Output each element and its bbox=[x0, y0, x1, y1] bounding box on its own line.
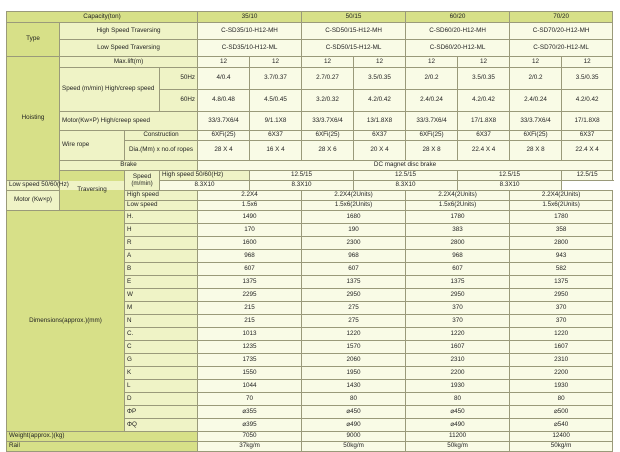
dimension-value: 1220 bbox=[302, 328, 406, 341]
hoist-motor-value: 9/1.1X8 bbox=[250, 112, 302, 131]
hz50-value: 2.7/0.27 bbox=[302, 68, 354, 90]
weight-value: 9000 bbox=[302, 432, 406, 442]
dimension-value: ⌀450 bbox=[406, 406, 510, 419]
trav-ls-value: 8.3X10 bbox=[250, 181, 354, 191]
model-low: C-SD35/10-H12-ML bbox=[198, 40, 302, 57]
trav-ml-value: 1.5x6(2Units) bbox=[406, 201, 510, 211]
model-low: C-SD50/15-H12-ML bbox=[302, 40, 406, 57]
max-lift-value: 12 bbox=[354, 57, 406, 68]
dimension-value: 370 bbox=[510, 302, 613, 315]
dimension-key: C bbox=[125, 341, 198, 354]
trav-motor-label: Motor (Kw×p) bbox=[7, 191, 60, 211]
dimension-value: 1930 bbox=[510, 380, 613, 393]
hoist-motor-value: 33/3.7X6/4 bbox=[406, 112, 458, 131]
dimension-value: ⌀355 bbox=[198, 406, 302, 419]
dia-value: 28 X 4 bbox=[198, 141, 250, 161]
model-low: C-SD70/20-H12-ML bbox=[510, 40, 613, 57]
hz60-value: 4.2/0.42 bbox=[458, 90, 510, 112]
dimension-value: ⌀500 bbox=[510, 406, 613, 419]
traversing-label: Traversing bbox=[60, 171, 125, 211]
model-low: C-SD60/20-H12-ML bbox=[406, 40, 510, 57]
dimension-key: B bbox=[125, 263, 198, 276]
dimension-value: 1780 bbox=[406, 211, 510, 224]
dimension-key: K bbox=[125, 367, 198, 380]
max-lift-value: 12 bbox=[562, 57, 613, 68]
max-lift-value: 12 bbox=[302, 57, 354, 68]
dimension-value: 1044 bbox=[198, 380, 302, 393]
dimension-key: ΦQ bbox=[125, 419, 198, 432]
dia-value: 20 X 4 bbox=[354, 141, 406, 161]
dimension-value: ⌀490 bbox=[406, 419, 510, 432]
hz60-value: 4.8/0.48 bbox=[198, 90, 250, 112]
trav-hs-value: 12.5/15 bbox=[250, 171, 354, 181]
hz60-value: 3.2/0.32 bbox=[302, 90, 354, 112]
model-high: C-SD60/20-H12-MH bbox=[406, 23, 510, 40]
trav-ls-value: 8.3X10 bbox=[354, 181, 458, 191]
hoist-motor-value: 33/3.7X6/4 bbox=[198, 112, 250, 131]
dimension-key: C. bbox=[125, 328, 198, 341]
max-lift-value: 12 bbox=[510, 57, 562, 68]
hz50-value: 3.5/0.35 bbox=[354, 68, 406, 90]
weight-row bbox=[7, 432, 613, 442]
hz50-value: 4/0.4 bbox=[198, 68, 250, 90]
construction-value: 6X37 bbox=[354, 131, 406, 141]
dia-value: 28 X 8 bbox=[510, 141, 562, 161]
hz50-value: 3.7/0.37 bbox=[250, 68, 302, 90]
capacity-label: Capacity(ton) bbox=[7, 12, 198, 23]
dimension-value: 968 bbox=[302, 250, 406, 263]
trav-hs-value: 12.5/15 bbox=[354, 171, 458, 181]
hz60-value: 2.4/0.24 bbox=[510, 90, 562, 112]
trav-ml-label: Low speed bbox=[125, 201, 198, 211]
hz50-label: 50Hz bbox=[160, 68, 198, 90]
construction-value: 6X37 bbox=[562, 131, 613, 141]
trav-hs-value: 12.5/15 bbox=[562, 171, 613, 181]
max-lift-value: 12 bbox=[250, 57, 302, 68]
trav-ml-value: 1.5x6 bbox=[198, 201, 302, 211]
dimension-value: ⌀450 bbox=[302, 406, 406, 419]
dimension-value: 1375 bbox=[302, 276, 406, 289]
dimension-value: 1780 bbox=[510, 211, 613, 224]
brake-value: DC magnet disc brake bbox=[198, 161, 613, 171]
brake-row bbox=[7, 161, 613, 171]
hz50-value: 2/0.2 bbox=[510, 68, 562, 90]
type-high-row bbox=[7, 23, 613, 40]
trav-mh-value: 2.2X4(2Units) bbox=[510, 191, 613, 201]
trav-ml-value: 1.5x6(2Units) bbox=[510, 201, 613, 211]
dia-value: 28 X 6 bbox=[302, 141, 354, 161]
dimension-value: 1680 bbox=[302, 211, 406, 224]
dimension-value: 1220 bbox=[510, 328, 613, 341]
dimension-value: 2800 bbox=[510, 237, 613, 250]
dimension-value: 607 bbox=[302, 263, 406, 276]
dimension-value: 2200 bbox=[510, 367, 613, 380]
trav-ls-label: Low speed 50/60(Hz) bbox=[7, 181, 125, 191]
dimension-key: D bbox=[125, 393, 198, 406]
hoist-motor-label: Motor(Kw×P) High/creep speed bbox=[60, 112, 198, 131]
trav-hs-value: 12.5/15 bbox=[458, 171, 562, 181]
dia-value: 28 X 8 bbox=[406, 141, 458, 161]
dimension-value: 1570 bbox=[302, 341, 406, 354]
construction-value: 6X37 bbox=[250, 131, 302, 141]
dia-value: 22.4 X 4 bbox=[562, 141, 613, 161]
trav-mh-value: 2.2X4 bbox=[198, 191, 302, 201]
capacity-value: 35/10 bbox=[198, 12, 302, 23]
trav-speed-label: Speed (m/min) bbox=[125, 171, 160, 191]
dimension-value: 80 bbox=[510, 393, 613, 406]
dimension-value: 370 bbox=[406, 315, 510, 328]
hz50-value: 2/0.2 bbox=[406, 68, 458, 90]
dimension-value: 370 bbox=[510, 315, 613, 328]
dimension-value: 1220 bbox=[406, 328, 510, 341]
max-lift-label: Max.lift(m) bbox=[60, 57, 198, 68]
dimension-value: 2060 bbox=[302, 354, 406, 367]
dimension-key: R bbox=[125, 237, 198, 250]
trav-ls-value: 8.3X10 bbox=[458, 181, 562, 191]
max-lift-value: 12 bbox=[198, 57, 250, 68]
max-lift-value: 12 bbox=[458, 57, 510, 68]
dimension-value: 607 bbox=[198, 263, 302, 276]
rail-value: 37kg/m bbox=[198, 442, 302, 452]
max-lift-value: 12 bbox=[406, 57, 458, 68]
hoist-motor-row bbox=[7, 112, 613, 131]
dimension-key: G bbox=[125, 354, 198, 367]
dimension-value: 70 bbox=[198, 393, 302, 406]
dimension-value: 1490 bbox=[198, 211, 302, 224]
spec-table bbox=[6, 11, 613, 452]
dimension-value: 1950 bbox=[302, 367, 406, 380]
brake-label: Brake bbox=[60, 161, 198, 171]
dimension-value: 1930 bbox=[406, 380, 510, 393]
dimension-value: 1235 bbox=[198, 341, 302, 354]
rail-value: 50kg/m bbox=[302, 442, 406, 452]
dimension-key: M bbox=[125, 302, 198, 315]
rail-label: Rail bbox=[7, 442, 198, 452]
trav-ml-value: 1.5x6(2Units) bbox=[302, 201, 406, 211]
capacity-value: 70/20 bbox=[510, 12, 613, 23]
weight-value: 12400 bbox=[510, 432, 613, 442]
dimensions-label: Dimensions(approx.)(mm) bbox=[7, 211, 125, 432]
trav-mh-value: 2.2X4(2Units) bbox=[302, 191, 406, 201]
dimension-value: 2200 bbox=[406, 367, 510, 380]
wire-rope-label: Wire rope bbox=[60, 131, 125, 161]
dimension-value: 370 bbox=[406, 302, 510, 315]
hoist-motor-value: 33/3.7X6/4 bbox=[510, 112, 562, 131]
rail-value: 50kg/m bbox=[406, 442, 510, 452]
trav-ls-value: 8.3X10 bbox=[160, 181, 250, 191]
trav-mh-value: 2.2X4(2Units) bbox=[406, 191, 510, 201]
dimension-key: N bbox=[125, 315, 198, 328]
dimension-value: 2295 bbox=[198, 289, 302, 302]
dimension-value: 968 bbox=[406, 250, 510, 263]
weight-value: 11200 bbox=[406, 432, 510, 442]
dimension-value: ⌀540 bbox=[510, 419, 613, 432]
dimension-value: 383 bbox=[406, 224, 510, 237]
dimension-value: ⌀490 bbox=[302, 419, 406, 432]
hoist-motor-value: 33/3.7X6/4 bbox=[302, 112, 354, 131]
capacity-row bbox=[7, 12, 613, 23]
rail-row bbox=[7, 442, 613, 452]
hoist-motor-value: 17/1.8X8 bbox=[458, 112, 510, 131]
dimension-value: 607 bbox=[406, 263, 510, 276]
weight-label: Weight(approx.)(kg) bbox=[7, 432, 198, 442]
dimension-value: 1607 bbox=[406, 341, 510, 354]
dimension-value: 1375 bbox=[198, 276, 302, 289]
dimension-value: 275 bbox=[302, 302, 406, 315]
construction-value: 6X37 bbox=[458, 131, 510, 141]
dimension-value: 2950 bbox=[510, 289, 613, 302]
dimension-value: 2800 bbox=[406, 237, 510, 250]
dimension-value: ⌀395 bbox=[198, 419, 302, 432]
dimension-value: 1600 bbox=[198, 237, 302, 250]
dimension-value: 275 bbox=[302, 315, 406, 328]
construction-value: 6XFi(25) bbox=[198, 131, 250, 141]
capacity-value: 60/20 bbox=[406, 12, 510, 23]
dimension-value: 170 bbox=[198, 224, 302, 237]
trav-mh-label: High speed bbox=[125, 191, 198, 201]
dimension-value: 1550 bbox=[198, 367, 302, 380]
construction-value: 6XFi(25) bbox=[302, 131, 354, 141]
dimension-key: W bbox=[125, 289, 198, 302]
dimension-value: 943 bbox=[510, 250, 613, 263]
construction-value: 6XFi(25) bbox=[406, 131, 458, 141]
dia-label: Dia.(Mm) x no.of ropes bbox=[125, 141, 198, 161]
dimension-value: 1735 bbox=[198, 354, 302, 367]
dimension-value: 2950 bbox=[406, 289, 510, 302]
construction-label: Construction bbox=[125, 131, 198, 141]
model-high: C-SD35/10-H12-MH bbox=[198, 23, 302, 40]
model-high: C-SD50/15-H12-MH bbox=[302, 23, 406, 40]
hz60-value: 4.5/0.45 bbox=[250, 90, 302, 112]
type-label: Type bbox=[7, 23, 60, 57]
hz50-value: 3.5/0.35 bbox=[458, 68, 510, 90]
dimension-value: 80 bbox=[406, 393, 510, 406]
dimension-value: 2950 bbox=[302, 289, 406, 302]
dimension-key: A bbox=[125, 250, 198, 263]
dimension-key: H. bbox=[125, 211, 198, 224]
hoist-motor-value: 13/1.8X8 bbox=[354, 112, 406, 131]
hz60-value: 4.2/0.42 bbox=[354, 90, 406, 112]
type-low-row bbox=[7, 40, 613, 57]
hoist-speed-label: Speed (m/min) High/creep speed bbox=[60, 68, 160, 112]
dimension-value: 190 bbox=[302, 224, 406, 237]
trav-hs-label: High speed 50/60(Hz) bbox=[160, 171, 250, 181]
dimension-value: 1430 bbox=[302, 380, 406, 393]
max-lift-row bbox=[7, 57, 613, 68]
hz60-value: 4.2/0.42 bbox=[562, 90, 613, 112]
high-speed-traversing-label: High Speed Traversing bbox=[60, 23, 198, 40]
hz60-value: 2.4/0.24 bbox=[406, 90, 458, 112]
dimension-key: ΦP bbox=[125, 406, 198, 419]
low-speed-traversing-label: Low Speed Traversing bbox=[60, 40, 198, 57]
dimension-value: 2300 bbox=[302, 237, 406, 250]
dimension-key: H bbox=[125, 224, 198, 237]
dia-value: 22.4 X 4 bbox=[458, 141, 510, 161]
model-high: C-SD70/20-H12-MH bbox=[510, 23, 613, 40]
hoist-motor-value: 17/1.8X8 bbox=[562, 112, 613, 131]
speed-50hz-row bbox=[7, 68, 613, 90]
dia-value: 16 X 4 bbox=[250, 141, 302, 161]
dimension-value: 2310 bbox=[510, 354, 613, 367]
dimension-key: L bbox=[125, 380, 198, 393]
rail-value: 50kg/m bbox=[510, 442, 613, 452]
dimension-value: 968 bbox=[198, 250, 302, 263]
dimension-value: 582 bbox=[510, 263, 613, 276]
dimension-key: E bbox=[125, 276, 198, 289]
trav-hs-row bbox=[7, 171, 613, 181]
dimension-value: 1013 bbox=[198, 328, 302, 341]
hz50-value: 3.5/0.35 bbox=[562, 68, 613, 90]
capacity-value: 50/15 bbox=[302, 12, 406, 23]
dimension-value: 1375 bbox=[406, 276, 510, 289]
dimension-value: 1375 bbox=[510, 276, 613, 289]
dimension-value: 215 bbox=[198, 315, 302, 328]
hoisting-label: Hoisting bbox=[7, 57, 60, 181]
dimension-value: 2310 bbox=[406, 354, 510, 367]
dimension-value: 80 bbox=[302, 393, 406, 406]
hz60-label: 60Hz bbox=[160, 90, 198, 112]
dimension-value: 1607 bbox=[510, 341, 613, 354]
weight-value: 7050 bbox=[198, 432, 302, 442]
dimension-value: 358 bbox=[510, 224, 613, 237]
spec-sheet bbox=[6, 11, 613, 452]
dimension-value: 215 bbox=[198, 302, 302, 315]
construction-value: 6XFi(25) bbox=[510, 131, 562, 141]
dimension-row bbox=[7, 211, 613, 224]
construction-row bbox=[7, 131, 613, 141]
